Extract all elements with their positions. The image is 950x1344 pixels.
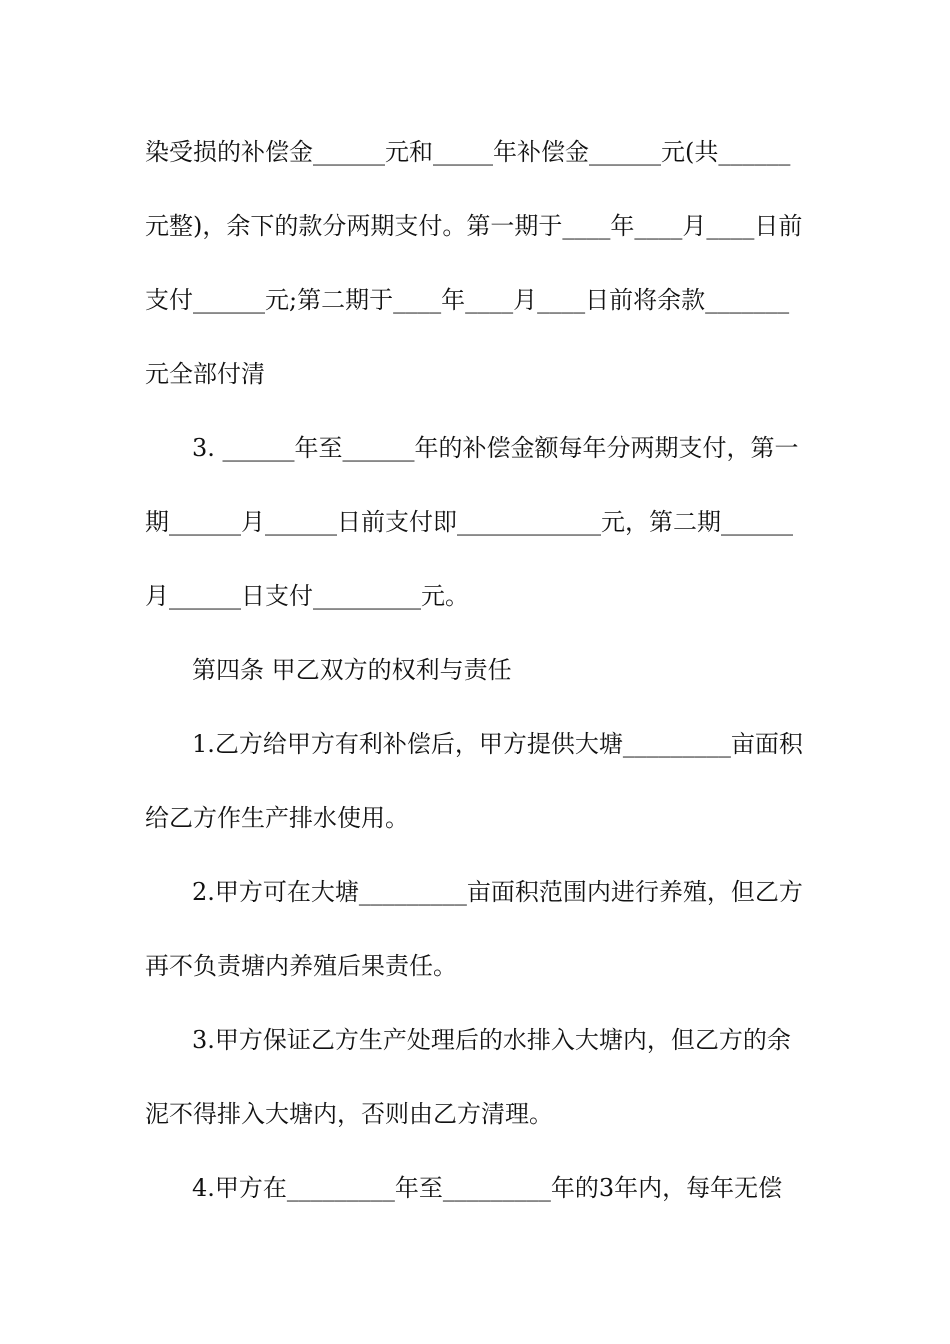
clause-2-line-2: 再不负责塘内养殖后果责任。 (145, 952, 457, 980)
clause-1-line-1: 1.乙方给甲方有利补偿后，甲方提供大塘_________亩面积 (192, 730, 803, 758)
paragraph-line-1: 染受损的补偿金______元和_____年补偿金______元(共______ (145, 138, 791, 166)
clause-2-line-1: 2.甲方可在大塘_________亩面积范围内进行养殖，但乙方 (192, 878, 803, 906)
paragraph-line-3: 支付______元;第二期于____年____月____日前将余款_______ (145, 286, 790, 314)
paragraph-line-2: 元整)，余下的款分两期支付。第一期于____年____月____日前 (145, 212, 803, 240)
clause-4-line-1: 4.甲方在_________年至_________年的3年内，每年无偿 (192, 1174, 783, 1202)
item-3-line-3: 月______日支付_________元。 (145, 582, 469, 610)
item-3-line-2: 期______月______日前支付即____________元，第二期______ (145, 508, 793, 536)
section-heading: 第四条 甲乙双方的权利与责任 (192, 656, 512, 684)
paragraph-line-4: 元全部付清 (145, 360, 265, 388)
clause-1-line-2: 给乙方作生产排水使用。 (145, 804, 409, 832)
clause-3-line-2: 泥不得排入大塘内，否则由乙方清理。 (145, 1100, 553, 1128)
clause-3-line-1: 3.甲方保证乙方生产处理后的水排入大塘内，但乙方的余 (192, 1026, 791, 1054)
item-3-line-1: 3. ______年至______年的补偿金额每年分两期支付，第一 (192, 434, 799, 462)
